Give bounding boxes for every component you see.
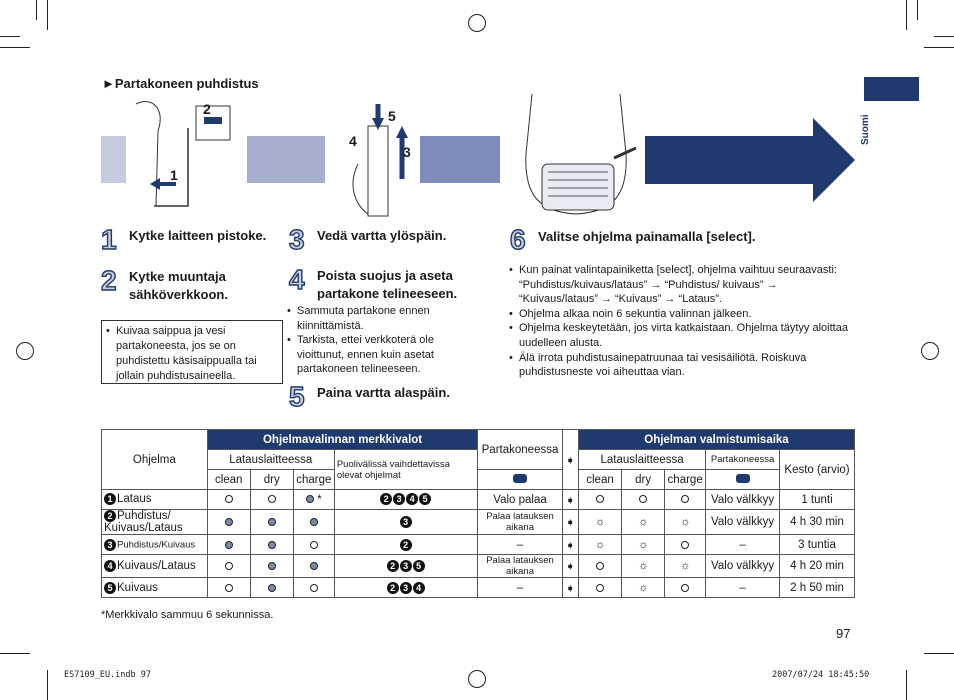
- lamp-blinking-icon: ☼: [665, 555, 706, 578]
- language-tab: [864, 77, 919, 101]
- duration: 2 h 50 min: [780, 578, 855, 598]
- header-dry-2: dry: [622, 470, 665, 490]
- figure-label: 5: [388, 108, 396, 124]
- shaver-state: –: [478, 578, 562, 598]
- alternative-programs: [334, 510, 478, 535]
- header-charge: charge: [293, 470, 334, 490]
- program-number-badge: 3: [400, 560, 412, 572]
- crop-mark: [36, 0, 37, 20]
- program-number-badge: 3: [393, 493, 405, 505]
- page-number: 97: [836, 626, 851, 641]
- table-row-program: 2 Puhdistus/ Kuivaus/Lataus: [102, 510, 208, 535]
- step-6-note: • Ohjelma alkaa noin 6 sekuntia valinnan jälkeen.: [509, 307, 854, 322]
- note-item: • Kuivaa saippua ja vesi partakoneesta, jos se on puhdistettu käsisaippualla tai jollain puhdistusaineella.: [106, 324, 278, 384]
- step-6-notes: [509, 263, 854, 380]
- lamp-on-icon: [268, 518, 276, 526]
- lamp-off-icon: [596, 495, 604, 503]
- step-3-text: Vedä vartta ylöspäin.: [317, 228, 447, 243]
- lamp-on-icon: [225, 518, 233, 526]
- lamp-off-icon: [225, 495, 233, 503]
- flow-arrow-icon: ➧: [562, 490, 578, 510]
- step-number: 5: [289, 381, 305, 412]
- lamp-off-icon: [225, 562, 233, 570]
- header-clean: clean: [207, 470, 250, 490]
- step-number: 1: [101, 224, 117, 255]
- lamp-on-icon: [268, 541, 276, 549]
- step-2-text: Kytke muuntaja sähköverkkoon.: [129, 269, 228, 302]
- header-partial: Puolivälissä vaihdettavissa olevat ohjelmat: [334, 450, 478, 490]
- crop-mark: [934, 36, 954, 37]
- header-dry: dry: [250, 470, 293, 490]
- lamp-on-icon: [310, 518, 318, 526]
- program-table: Ohjelma Ohjelmavalinnan merkkivalot Partakoneessa ➧ Ohjelman valmistumisaika Latauslaitteessa Puolivälissä vaihdettavissa olevat ohjelmat Latauslaitteessa Partakoneessa Kesto (arvio) clean dry charge clean dry charge 1 Lataus * 2 3 4 5 Valo palaa ➧ Valo välkkyy 1 tunti 2 Puhdistus/ Kuivaus/Lataus 3 Palaa latauksen aikana ➧ ☼ ☼ ☼ Valo välkkyy 4 h 30 min 3 Puhdistus/Kuivaus 2 – ➧ ☼ ☼ – 3 tuntia 4 Kuivaus/Lataus 2 3 5 Palaa latauksen aikana ➧ ☼ ☼ Valo välkkyy 4 h 20 min 5 Kuivaus 2 3 4 – ➧ ☼ – 2 h 50 min: [101, 429, 855, 598]
- crop-mark: [917, 0, 918, 20]
- figure-label: 4: [349, 133, 357, 149]
- header-indicator: Ohjelmavalinnan merkkivalot: [207, 430, 478, 450]
- program-number-badge: 2: [400, 539, 412, 551]
- step-4-note: • Tarkista, ettei verkkoterä ole vioittunut, ennen kuin asetat partakoneen telineeseen.: [287, 333, 462, 377]
- shaver-state-end: –: [706, 535, 780, 555]
- progress-band: [101, 136, 126, 183]
- lamp-on-icon: [310, 562, 318, 570]
- duration: 3 tuntia: [780, 535, 855, 555]
- table-row-program: 4 Kuivaus/Lataus: [102, 555, 208, 578]
- shaver-state-end: Valo välkkyy: [706, 490, 780, 510]
- footnote: *Merkkivalo sammuu 6 sekunnissa.: [101, 609, 274, 621]
- lamp-off-icon: [681, 541, 689, 549]
- progress-band: [420, 136, 500, 183]
- alternative-programs: [334, 578, 478, 598]
- shaver-state: –: [478, 535, 562, 555]
- lamp-blinking-icon: ☼: [622, 555, 665, 578]
- step-number: 6: [510, 224, 526, 255]
- program-number-badge: 5: [419, 493, 431, 505]
- header-duration: Kesto (arvio): [780, 450, 855, 490]
- crop-mark: [0, 653, 30, 654]
- registration-mark-icon: [468, 14, 486, 32]
- duration: 4 h 20 min: [780, 555, 855, 578]
- shaver-state: Palaa latauksen aikana: [478, 555, 562, 578]
- shaver-state: Valo palaa: [478, 490, 562, 510]
- shaver-state-end: Valo välkkyy: [706, 510, 780, 535]
- shaver-state: Palaa latauksen aikana: [478, 510, 562, 535]
- lamp-on-icon: [268, 562, 276, 570]
- progress-arrow-icon: [645, 118, 855, 202]
- step-number: 4: [289, 264, 305, 295]
- table-row-program: 5 Kuivaus: [102, 578, 208, 598]
- step-number: 2: [101, 265, 117, 296]
- lamp-off-icon: [225, 584, 233, 592]
- step-number: 3: [289, 224, 305, 255]
- section-title: ►Partakoneen puhdistus: [102, 76, 259, 91]
- header-station-2: Latauslaitteessa: [578, 450, 705, 470]
- crop-mark: [47, 0, 48, 30]
- program-number-badge: 4: [413, 582, 425, 594]
- lamp-off-icon: [310, 584, 318, 592]
- note-box: [101, 320, 283, 384]
- step-6-note: • Ohjelma keskeytetään, jos virta katkaistaan. Ohjelma täytyy aloittaa uudelleen alusta.: [509, 321, 854, 350]
- step-4-note: • Sammuta partakone ennen kiinnittämistä.: [287, 304, 462, 333]
- step-4-text: Poista suojus ja aseta partakone telineeseen.: [317, 268, 458, 301]
- shaver-lever-illustration: [340, 104, 420, 218]
- lamp-on-icon: [225, 541, 233, 549]
- header-clean-2: clean: [578, 470, 621, 490]
- alternative-programs: [334, 535, 478, 555]
- step-5-text: Paina vartta alaspäin.: [317, 385, 450, 400]
- step-6-note: • Kun painat valintapainiketta [select], ohjelma vaihtuu seuraavasti: “Puhdistus/kuivaus/lataus” → “Puhdistus/ kuivaus” → “Kuivaus/lataus” → “Kuivaus” → “Lataus”.: [509, 263, 854, 307]
- duration: 1 tunti: [780, 490, 855, 510]
- shaver-state-end: Valo välkkyy: [706, 555, 780, 578]
- header-shaver-2: Partakoneessa: [706, 450, 780, 470]
- lamp-off-icon: [310, 541, 318, 549]
- table-row-program: 3 Puhdistus/Kuivaus: [102, 535, 208, 555]
- flow-arrow-icon: ➧: [562, 430, 578, 490]
- program-number-badge: 3: [400, 516, 412, 528]
- progress-band: [247, 136, 325, 183]
- flow-arrow-icon: ➧: [562, 535, 578, 555]
- figure-label: 3: [403, 144, 411, 160]
- step-1-text: Kytke laitteen pistoke.: [129, 228, 267, 243]
- step-6-note: • Älä irrota puhdistusainepatruunaa tai vesisäiliötä. Roiskuva puhdistusneste voi aiheuttaa vian.: [509, 351, 854, 380]
- shaver-state-end: –: [706, 578, 780, 598]
- registration-mark-icon: [468, 670, 486, 688]
- lamp-blinking-icon: ☼: [622, 535, 665, 555]
- duration: 4 h 30 min: [780, 510, 855, 535]
- alternative-programs: [334, 555, 478, 578]
- battery-icon: [478, 470, 562, 490]
- step-6-text: Valitse ohjelma painamalla [select].: [538, 229, 756, 244]
- flow-arrow-icon: ➧: [562, 510, 578, 535]
- lamp-off-icon: [268, 495, 276, 503]
- flow-arrow-icon: ➧: [562, 578, 578, 598]
- crop-mark: [47, 670, 48, 700]
- lamp-off-icon: [681, 584, 689, 592]
- program-number-badge: 2: [387, 582, 399, 594]
- lamp-blinking-icon: ☼: [665, 510, 706, 535]
- figure-label: 1: [170, 167, 178, 183]
- plug-illustration: [126, 96, 246, 218]
- crop-mark: [906, 0, 907, 30]
- battery-icon: [706, 470, 780, 490]
- language-label: Suomi: [860, 114, 871, 145]
- charging-station-illustration: [518, 94, 638, 218]
- crop-mark: [0, 47, 30, 48]
- lamp-blinking-icon: ☼: [578, 510, 621, 535]
- flow-arrow-icon: ➧: [562, 555, 578, 578]
- lamp-off-icon: [639, 495, 647, 503]
- crop-mark: [924, 47, 954, 48]
- table-row-program: 1 Lataus: [102, 490, 208, 510]
- lamp-blinking-icon: ☼: [622, 578, 665, 598]
- lamp-off-icon: [681, 495, 689, 503]
- alternative-programs: [334, 490, 478, 510]
- step-4-notes: [287, 304, 462, 377]
- program-number-badge: 3: [400, 582, 412, 594]
- header-charge-2: charge: [665, 470, 706, 490]
- program-number-badge: 4: [406, 493, 418, 505]
- lamp-off-icon: [596, 562, 604, 570]
- header-completion: Ohjelman valmistumisaika: [578, 430, 854, 450]
- imprint-date: 2007/07/24 18:45:50: [772, 670, 870, 680]
- figure-label: 2: [203, 101, 211, 117]
- header-shaver: Partakoneessa: [478, 430, 562, 470]
- header-program: Ohjelma: [102, 430, 208, 490]
- crop-mark: [924, 653, 954, 654]
- crop-mark: [906, 670, 907, 700]
- lamp-off-icon: [596, 584, 604, 592]
- program-number-badge: 2: [380, 493, 392, 505]
- registration-mark-icon: [16, 342, 34, 360]
- header-station: Latauslaitteessa: [207, 450, 334, 470]
- lamp-on-icon: [306, 495, 314, 503]
- lamp-blinking-icon: ☼: [578, 535, 621, 555]
- lamp-blinking-icon: ☼: [622, 510, 665, 535]
- lamp-on-icon: [268, 584, 276, 592]
- program-number-badge: 2: [387, 560, 399, 572]
- crop-mark: [0, 36, 20, 37]
- registration-mark-icon: [921, 342, 939, 360]
- imprint-file: ES7109_EU.indb 97: [64, 670, 151, 680]
- program-number-badge: 5: [413, 560, 425, 572]
